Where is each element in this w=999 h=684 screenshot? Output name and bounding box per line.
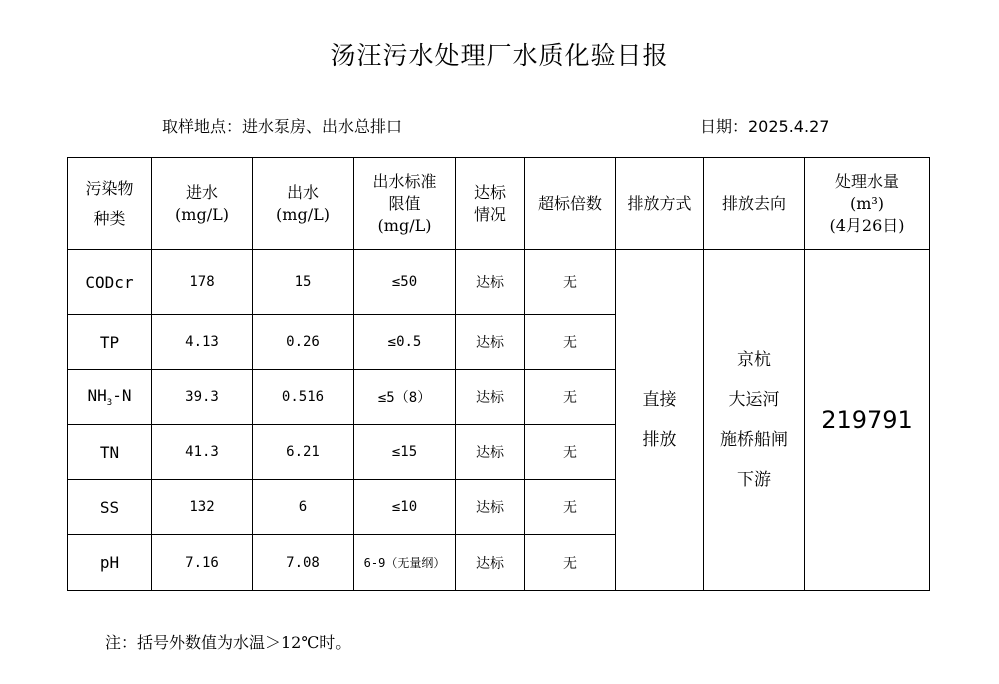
- pollutant-name: pH: [68, 535, 152, 591]
- limit-value: ≤5（8）: [354, 370, 456, 425]
- influent-value: 178: [152, 250, 253, 315]
- header-status: 达标 情况: [456, 158, 525, 250]
- header-row: [68, 158, 930, 250]
- header-discharge-method: 排放方式: [616, 158, 704, 250]
- exceed-value: 无: [525, 480, 616, 535]
- pollutant-name: CODcr: [68, 250, 152, 315]
- effluent-value: 0.516: [253, 370, 354, 425]
- exceed-value: 无: [525, 425, 616, 480]
- pollutant-name: SS: [68, 480, 152, 535]
- pollutant-name: TN: [68, 425, 152, 480]
- limit-value: 6-9（无量纲）: [354, 535, 456, 591]
- status-value: 达标: [456, 480, 525, 535]
- header-volume: 处理水量 (m³) (4月26日): [805, 158, 930, 250]
- header-influent: 进水 (mg/L): [152, 158, 253, 250]
- sampling-location: 取样地点：进水泵房、出水总排口: [162, 117, 403, 136]
- effluent-value: 0.26: [253, 315, 354, 370]
- exceed-value: 无: [525, 535, 616, 591]
- discharge-method: 直接 排放: [616, 250, 704, 591]
- discharge-destination: 京杭 大运河 施桥船闸 下游: [704, 250, 805, 591]
- water-quality-table: [67, 157, 930, 591]
- footnote: 注：括号外数值为水温＞12℃时。: [105, 633, 352, 652]
- header-limit: 出水标准 限值 (mg/L): [354, 158, 456, 250]
- limit-value: ≤50: [354, 250, 456, 315]
- exceed-value: 无: [525, 315, 616, 370]
- limit-value: ≤15: [354, 425, 456, 480]
- effluent-value: 6: [253, 480, 354, 535]
- exceed-value: 无: [525, 250, 616, 315]
- influent-value: 132: [152, 480, 253, 535]
- report-date: 日期：2025.4.27: [700, 117, 830, 136]
- status-value: 达标: [456, 425, 525, 480]
- report-title: 汤汪污水处理厂水质化验日报: [330, 41, 669, 70]
- effluent-value: 6.21: [253, 425, 354, 480]
- treated-volume: 219791: [805, 250, 930, 591]
- status-value: 达标: [456, 535, 525, 591]
- influent-value: 41.3: [152, 425, 253, 480]
- status-value: 达标: [456, 250, 525, 315]
- limit-value: ≤0.5: [354, 315, 456, 370]
- status-value: 达标: [456, 315, 525, 370]
- effluent-value: 7.08: [253, 535, 354, 591]
- status-value: 达标: [456, 370, 525, 425]
- influent-value: 4.13: [152, 315, 253, 370]
- exceed-value: 无: [525, 370, 616, 425]
- header-effluent: 出水 (mg/L): [253, 158, 354, 250]
- pollutant-name: TP: [68, 315, 152, 370]
- influent-value: 39.3: [152, 370, 253, 425]
- header-exceed: 超标倍数: [525, 158, 616, 250]
- effluent-value: 15: [253, 250, 354, 315]
- table-row: [68, 250, 930, 315]
- limit-value: ≤10: [354, 480, 456, 535]
- header-discharge-destination: 排放去向: [704, 158, 805, 250]
- influent-value: 7.16: [152, 535, 253, 591]
- pollutant-name: $NH_3-N$: [68, 370, 152, 425]
- header-pollutant: 污染物 种类: [68, 158, 152, 250]
